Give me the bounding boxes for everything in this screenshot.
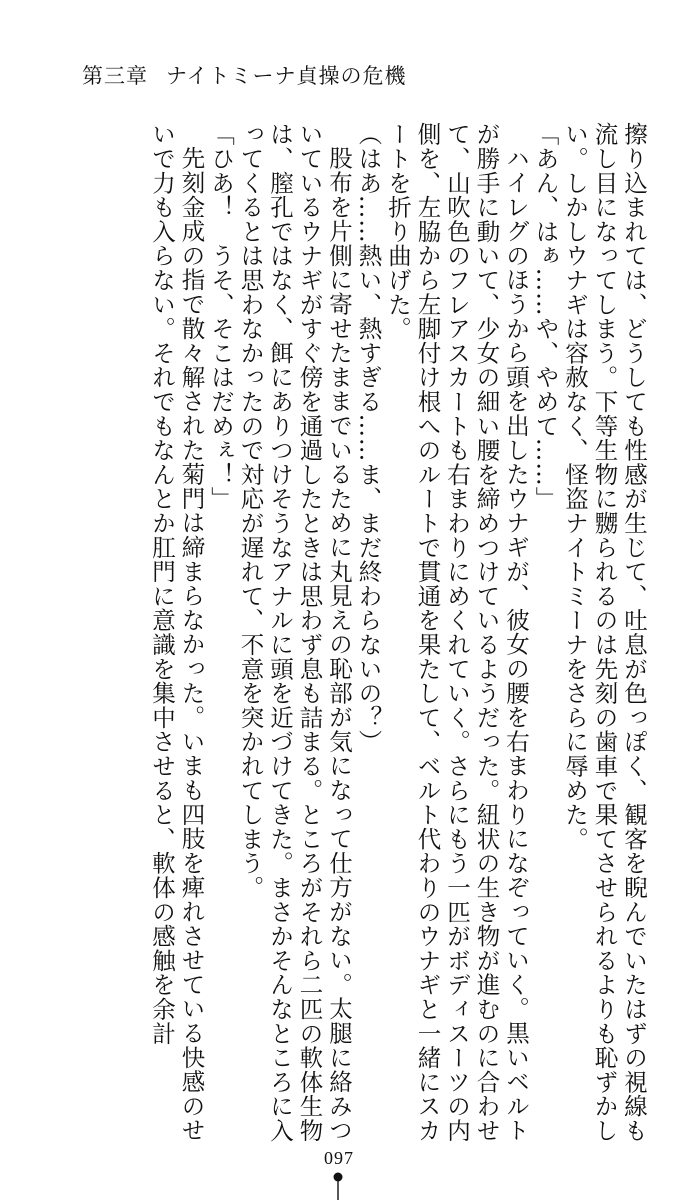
paragraph: （はあ……熱い、熱すぎる……ま、まだ終わらないの？） — [354, 122, 383, 754]
chapter-title: ナイトミーナ貞操の危機 — [166, 64, 407, 88]
running-head — [82, 60, 407, 90]
paragraph: 擦り込まれては、どうしても性感が生じて、吐息が色っぽく、観客を睨んでいたはずの視線も流し目になってしまう。下等生物に嬲られるのは先刻の歯車で果てさせられるよりも恥ずかしい。しかしウナギは容赦なく、怪盗ナイトミーナをさらに辱めた。 — [561, 122, 648, 1143]
paragraph: 「ひあ！ うそ、そこはだめぇ！」 — [207, 122, 235, 511]
paragraph: 「あん、はぁ……や、やめて……」 — [531, 122, 560, 511]
body-text — [147, 122, 649, 1162]
paragraph: 先刻金成の指で散々解された菊門は締まらなかった。いまも四肢を痺れさせている快感のせいで力も入らない。それでもなんとか肛門に意識を集中させると、軟体の感触を余計 — [148, 122, 206, 1142]
chapter-number: 第三章 — [82, 64, 148, 88]
page-number: 097 — [324, 1148, 354, 1168]
paragraph: 股布を片側に寄せたままでいるために丸見えの恥部が気になって仕方がない。太腿に絡みついているウナギがすぐ傍を通過したときは思わず息も詰まる。ところがそれら二匹の軟体生物は、膣孔ではなく、餌にありつけそうなアナルに頭を近づけてきた。まさかそんなところに入ってくるとは思わなかったので対応が遅れて、不意を突かれてしまう。 — [236, 122, 353, 1143]
folio-ornament-icon — [333, 1172, 343, 1200]
paragraph: ハイレグのほうから頭を出したウナギが、彼女の腰を右まわりになぞっていく。黒いベルトが勝手に動いて、少女の細い腰を締めつけているようだった。紐状の生き物が進むのに合わせて、山吹色のフレアスカートも右まわりにめくれていく。さらにもう一匹がボディスーツの内側を、左脇から左脚付け根へのルートで貫通を果たして、ベルト代わりのウナギと一緒にスカートを折り曲げた。 — [384, 122, 530, 1143]
